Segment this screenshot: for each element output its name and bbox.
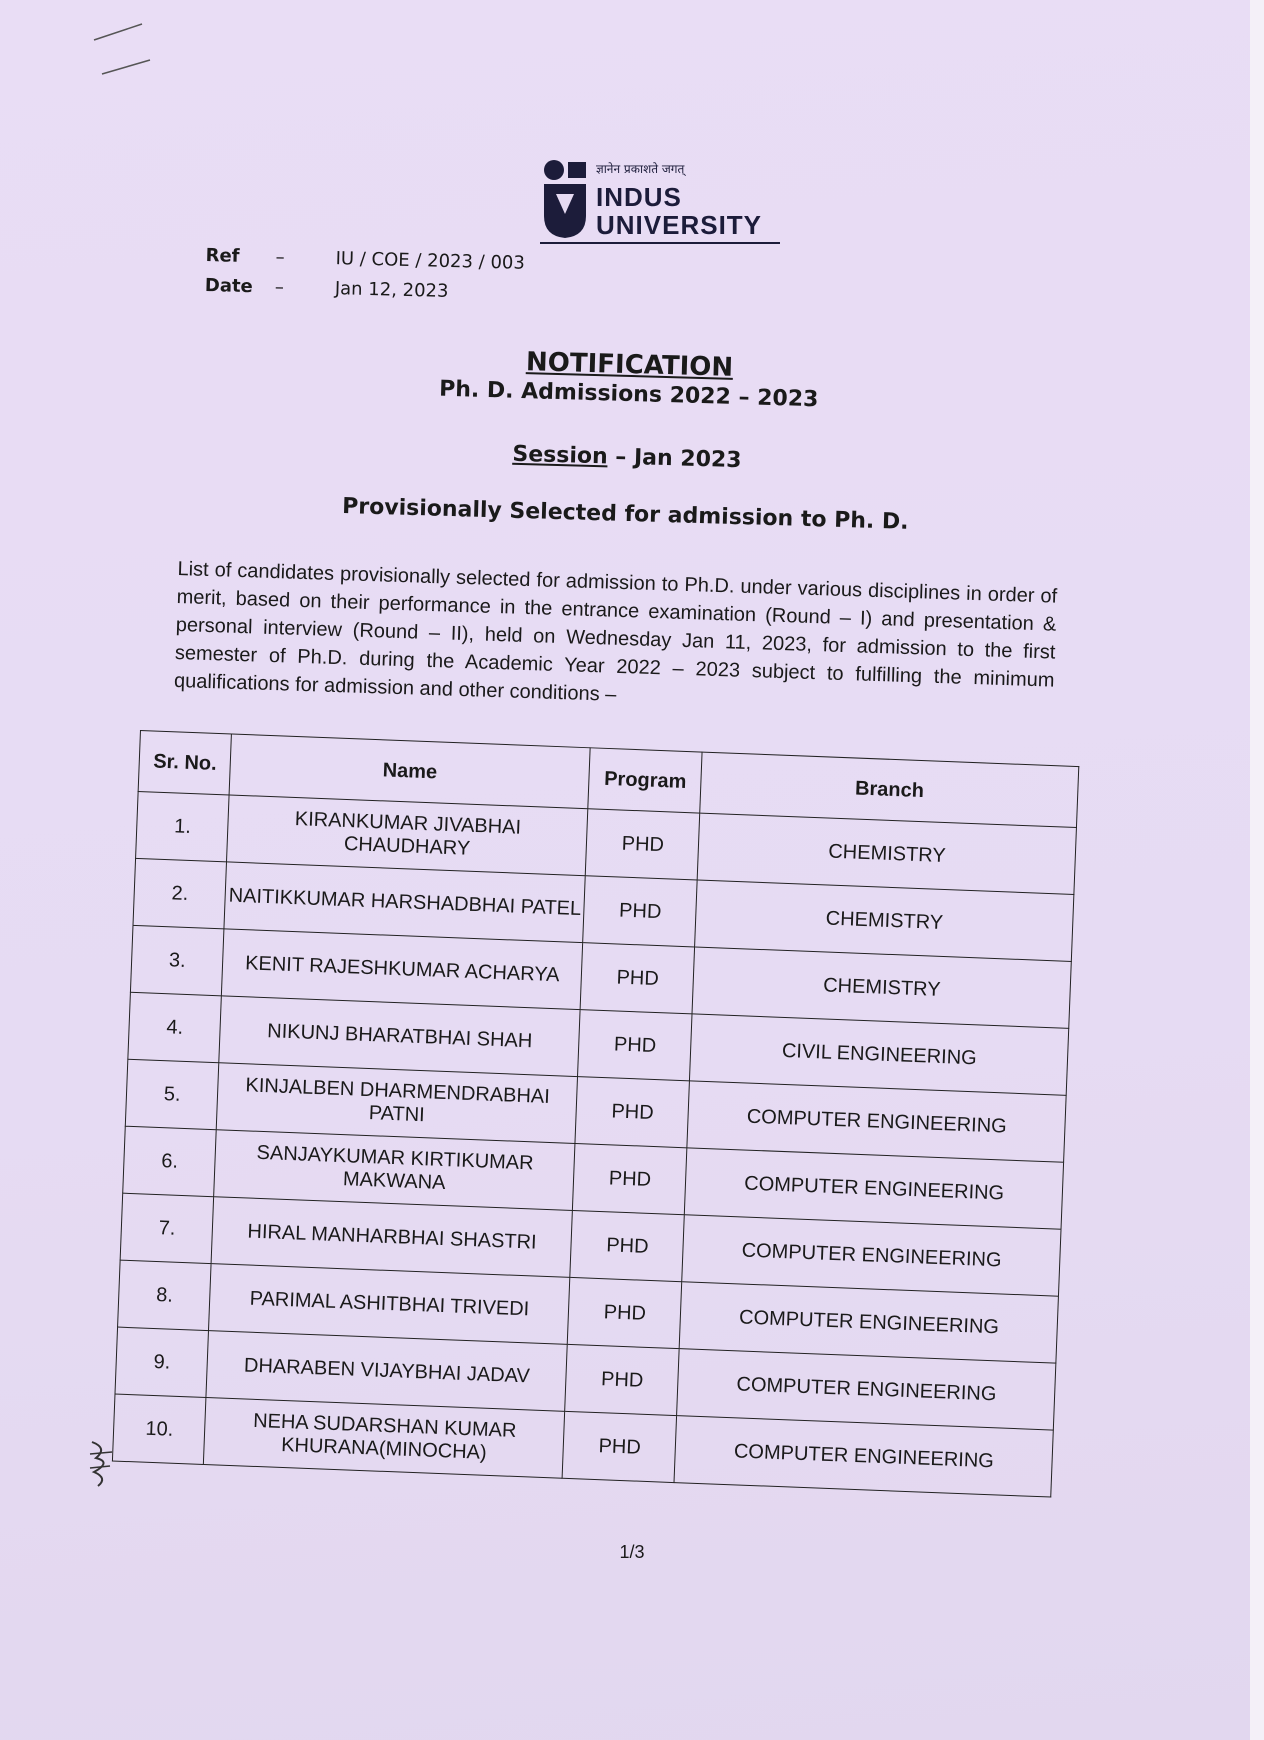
- cell-name: KIRANKUMAR JIVABHAI CHAUDHARY: [227, 795, 588, 876]
- cell-program: PHD: [567, 1277, 682, 1348]
- cell-sr: 10.: [112, 1394, 206, 1464]
- cell-name: DHARABEN VIJAYBHAI JADAV: [206, 1331, 567, 1412]
- cell-sr: 3.: [130, 925, 224, 995]
- notification-title: NOTIFICATION: [525, 347, 734, 383]
- cell-branch: CHEMISTRY: [692, 947, 1071, 1028]
- university-logo: [540, 158, 780, 248]
- logo-emblem-icon: [540, 158, 590, 242]
- admissions-subtitle: Ph. D. Admissions 2022 – 2023: [438, 376, 819, 413]
- intro-paragraph: List of candidates provisionally selected for admission to Ph.D. under various disciplines in order of merit, based on their performance in the entrance examination (Round – I) and presentation & personal interview (Round – II), held on Wednesday Jan 11, 2023, for admission to the first semester of Ph.D. during the Academic Year 2022 – 2023 subject to fulfilling the minimum qualifications for admission and other conditions –: [173, 557, 1058, 706]
- selection-table: [112, 730, 1079, 1498]
- cell-sr: 7.: [120, 1193, 214, 1263]
- date-dash: –: [274, 276, 285, 298]
- cell-name: SANJAYKUMAR KIRTIKUMAR MAKWANA: [214, 1130, 575, 1211]
- cell-program: PHD: [580, 943, 695, 1014]
- date-row: [205, 270, 525, 308]
- sheet-edge: [1250, 0, 1264, 1740]
- cell-name: KINJALBEN DHARMENDRABHAI PATNI: [217, 1063, 578, 1144]
- logo-word-university: UNIVERSITY: [596, 210, 763, 240]
- cell-sr: 6.: [123, 1126, 217, 1196]
- cell-branch: COMPUTER ENGINEERING: [680, 1282, 1059, 1363]
- cell-program: PHD: [578, 1010, 693, 1081]
- cell-sr: 4.: [128, 992, 222, 1062]
- date-value: Jan 12, 2023: [334, 277, 449, 302]
- session-word: Session: [512, 441, 609, 470]
- ref-dash: –: [275, 246, 285, 268]
- session-value: – Jan 2023: [607, 444, 742, 474]
- cell-name: KENIT RAJESHKUMAR ACHARYA: [222, 929, 583, 1010]
- pen-scribble-mark: [92, 18, 152, 78]
- cell-name: NEHA SUDARSHAN KUMAR KHURANA(MINOCHA): [204, 1398, 565, 1479]
- cell-program: PHD: [562, 1411, 677, 1482]
- cell-branch: COMPUTER ENGINEERING: [685, 1148, 1064, 1229]
- cell-branch: CHEMISTRY: [695, 880, 1074, 961]
- cell-name: PARIMAL ASHITBHAI TRIVEDI: [209, 1264, 570, 1345]
- header-program: Program: [588, 748, 702, 813]
- cell-sr: 1.: [136, 791, 230, 861]
- cell-program: PHD: [583, 876, 698, 947]
- cell-sr: 9.: [115, 1327, 209, 1397]
- handwritten-initials-mark: [86, 1438, 116, 1488]
- page-number: 1/3: [619, 1542, 645, 1562]
- ref-value: IU / COE / 2023 / 003: [335, 247, 526, 274]
- cell-program: PHD: [573, 1144, 688, 1215]
- cell-branch: COMPUTER ENGINEERING: [677, 1349, 1056, 1430]
- ref-label: Ref: [205, 244, 240, 267]
- cell-name: NIKUNJ BHARATBHAI SHAH: [219, 996, 580, 1077]
- cell-program: PHD: [565, 1344, 680, 1415]
- cell-branch: COMPUTER ENGINEERING: [682, 1215, 1061, 1296]
- cell-program: PHD: [575, 1077, 690, 1148]
- session-heading: [177, 432, 1077, 482]
- cell-sr: 5.: [125, 1059, 219, 1129]
- headings-block: [175, 337, 1080, 539]
- selection-table-wrap: [112, 730, 1079, 1498]
- logo-tagline: ज्ञानेन प्रकाशते जगत्: [596, 162, 685, 176]
- header-name: Name: [229, 734, 590, 809]
- header-branch: Branch: [700, 752, 1079, 827]
- cell-sr: 8.: [118, 1260, 212, 1330]
- cell-branch: COMPUTER ENGINEERING: [674, 1416, 1053, 1497]
- cell-program: PHD: [585, 809, 700, 880]
- logo-word-indus: INDUS: [596, 182, 682, 212]
- cell-branch: CIVIL ENGINEERING: [690, 1014, 1069, 1095]
- date-label: Date: [204, 274, 254, 297]
- provisional-heading: Provisionally Selected for admission to Ph. D.: [341, 494, 909, 535]
- cell-program: PHD: [570, 1210, 685, 1281]
- cell-branch: CHEMISTRY: [698, 813, 1077, 894]
- reference-block: [205, 240, 526, 308]
- logo-underline: [540, 242, 780, 244]
- cell-name: HIRAL MANHARBHAI SHASTRI: [211, 1197, 572, 1278]
- cell-name: NAITIKKUMAR HARSHADBHAI PATEL: [224, 862, 585, 943]
- cell-branch: COMPUTER ENGINEERING: [687, 1081, 1066, 1162]
- header-sr-no: Sr. No.: [138, 731, 232, 795]
- cell-sr: 2.: [133, 858, 227, 928]
